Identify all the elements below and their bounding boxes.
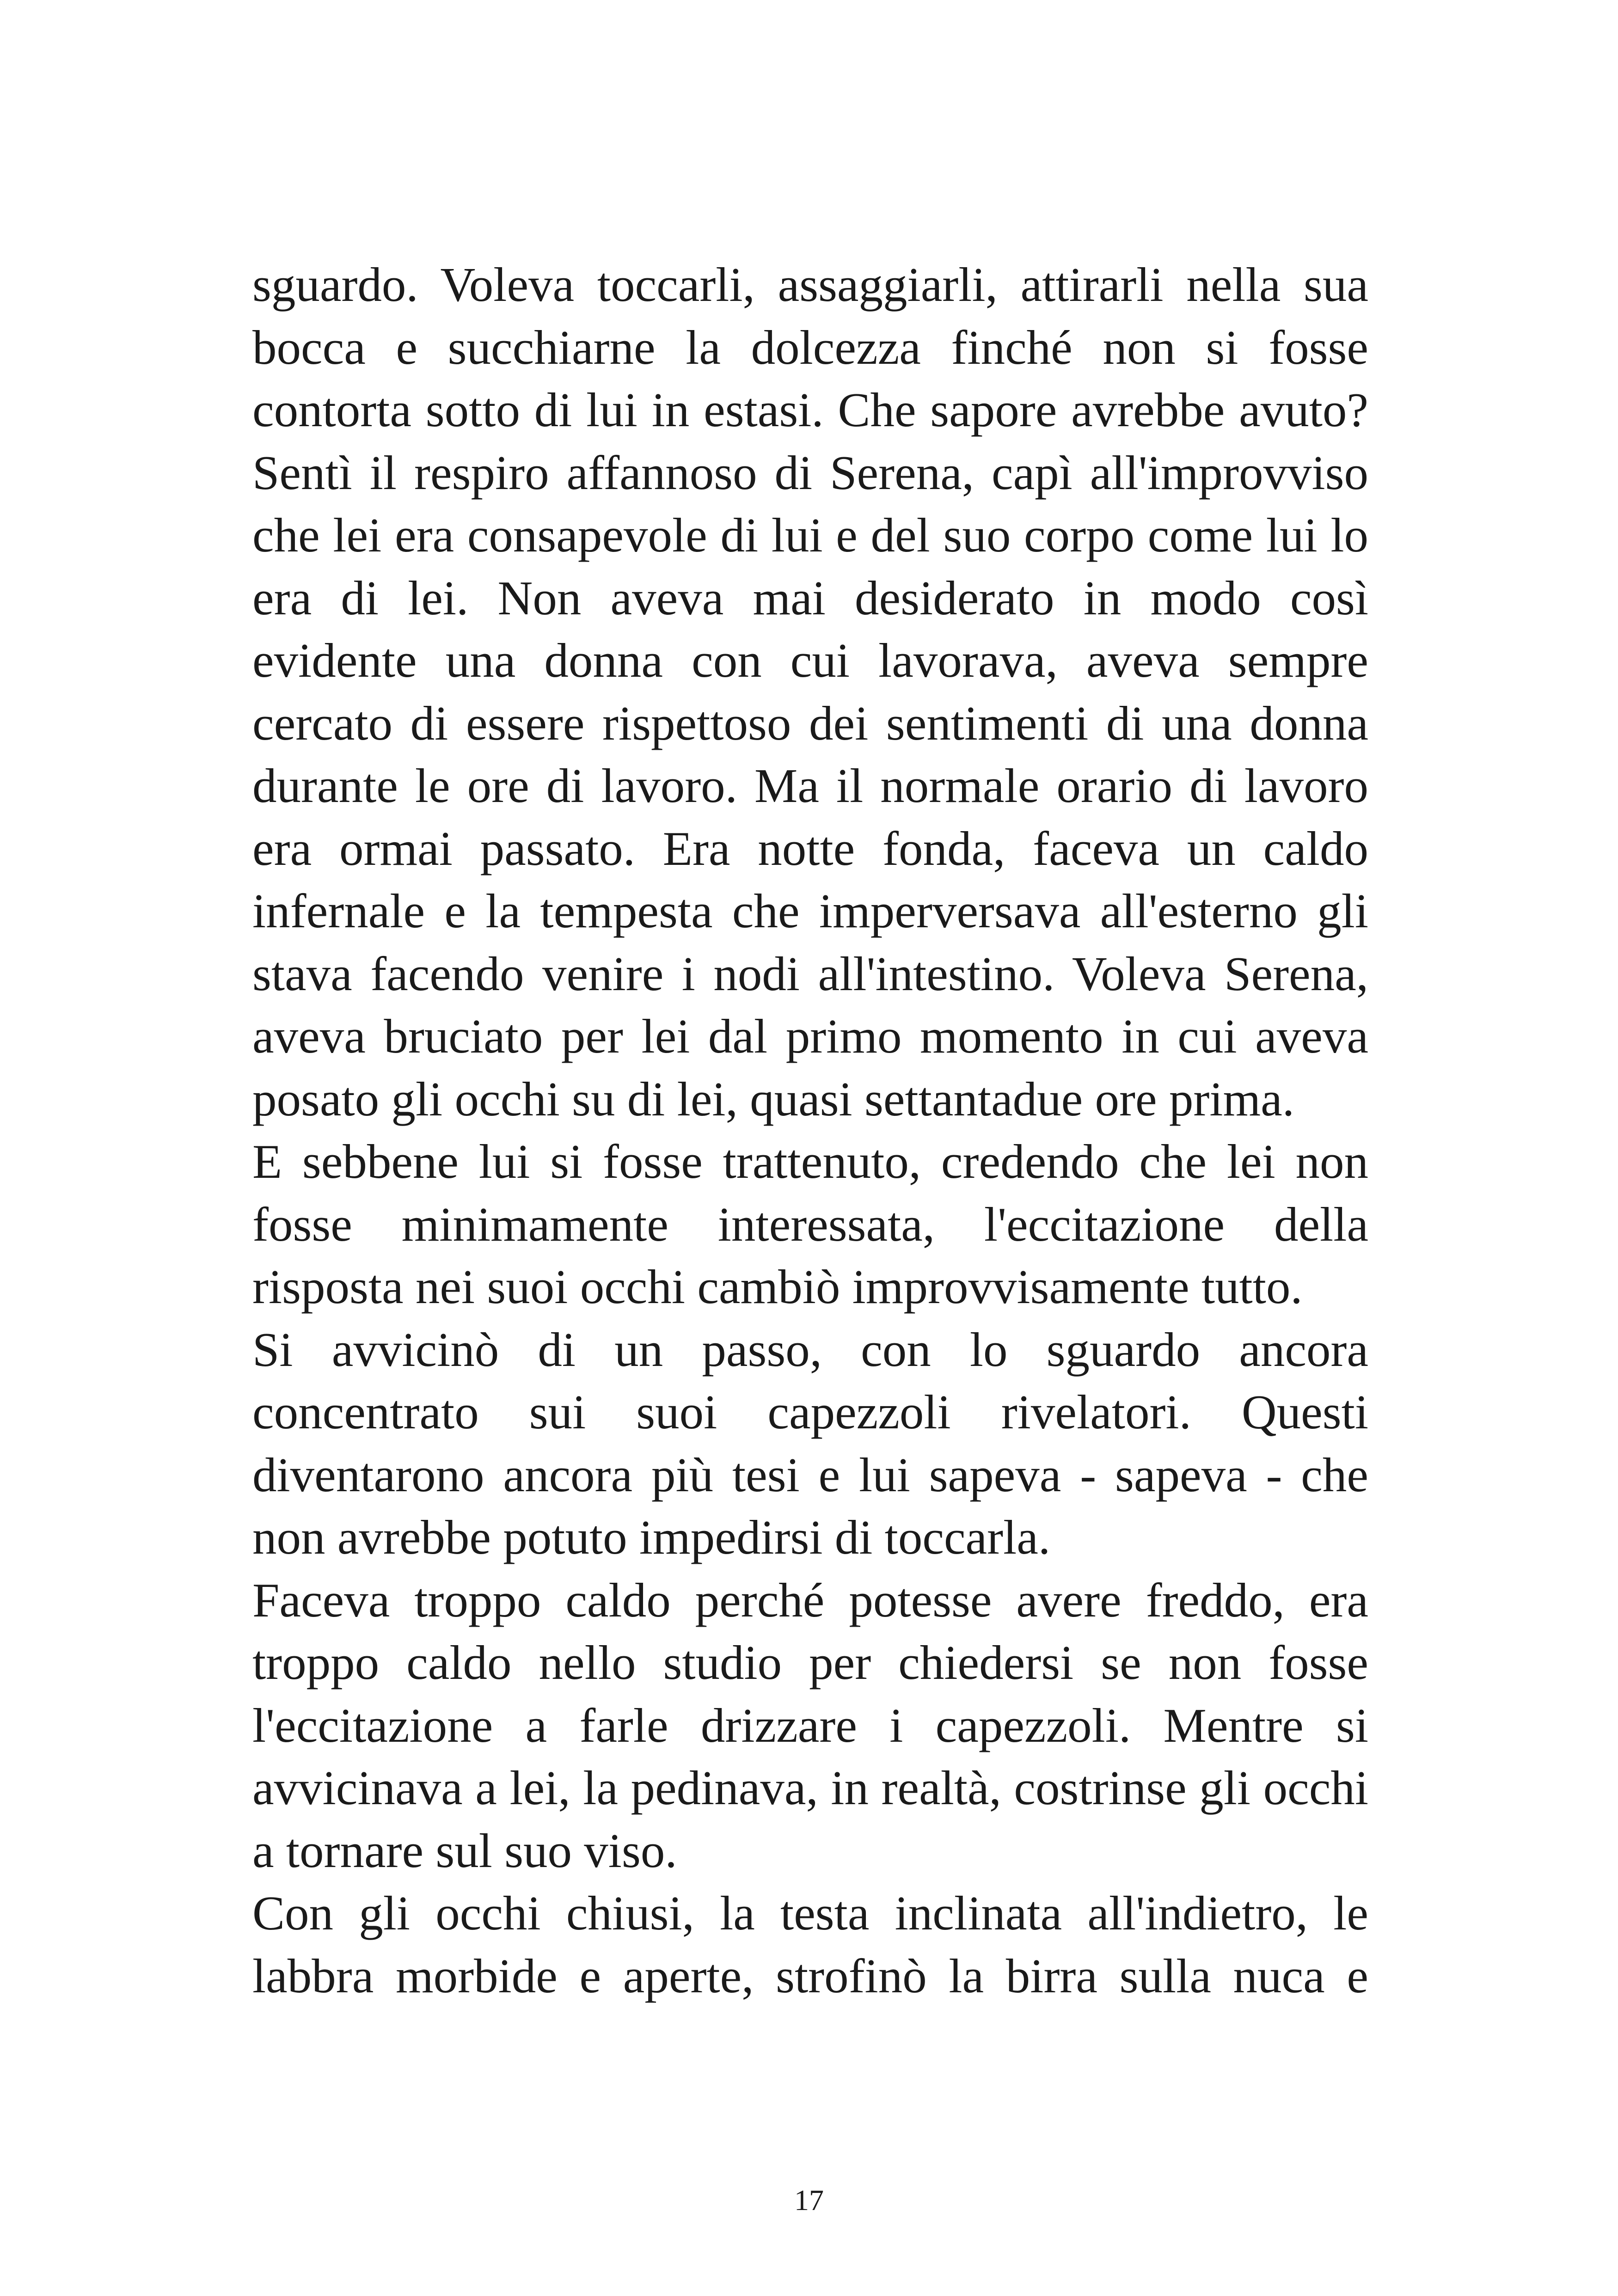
- text-line: Con gli occhi chiusi, la testa inclinata all'indietro, le: [252, 1886, 1368, 1940]
- text-line: era di lei. Non aveva mai desiderato in modo così: [252, 570, 1368, 625]
- text-line: stava facendo venire i nodi all'intestino. Voleva Serena,: [252, 946, 1368, 1001]
- text-line: troppo caldo nello studio per chiedersi se non fosse: [252, 1635, 1368, 1690]
- text-line: E sebbene lui si fosse trattenuto, credendo che lei non: [252, 1134, 1368, 1188]
- paragraph: [252, 1882, 1368, 2007]
- text-line: avvicinava a lei, la pedinava, in realtà, costrinse gli occhi: [252, 1761, 1368, 1815]
- text-line: infernale e la tempesta che imperversava all'esterno gli: [252, 884, 1368, 938]
- text-line: Sentì il respiro affannoso di Serena, capì all'improvviso: [252, 445, 1368, 500]
- page-number: 17: [794, 2184, 824, 2216]
- text-line: risposta nei suoi occhi cambiò improvvisamente tutto.: [252, 1260, 1303, 1314]
- text-line: diventarono ancora più tesi e lui sapeva - sapeva - che: [252, 1447, 1368, 1502]
- text-line: non avrebbe potuto impedirsi di toccarla.: [252, 1510, 1051, 1564]
- text-line: concentrato sui suoi capezzoli rivelatori. Questi: [252, 1385, 1368, 1439]
- text-line: bocca e succhiarne la dolcezza finché non si fosse: [252, 320, 1368, 374]
- paragraph: [252, 1318, 1368, 1569]
- paragraph: [252, 1569, 1368, 1882]
- text-line: l'eccitazione a farle drizzare i capezzoli. Mentre si: [252, 1698, 1368, 1752]
- text-line: contorta sotto di lui in estasi. Che sapore avrebbe avuto?: [252, 383, 1368, 437]
- body-text: [252, 253, 1368, 2007]
- text-line: fosse minimamente interessata, l'eccitazione della: [252, 1197, 1368, 1251]
- text-line: durante le ore di lavoro. Ma il normale orario di lavoro: [252, 759, 1368, 813]
- text-line: che lei era consapevole di lui e del suo corpo come lui lo: [252, 508, 1368, 562]
- text-line: Faceva troppo caldo perché potesse avere freddo, era: [252, 1573, 1368, 1627]
- text-line: cercato di essere rispettoso dei sentimenti di una donna: [252, 696, 1368, 750]
- text-line: posato gli occhi su di lei, quasi settantadue ore prima.: [252, 1071, 1295, 1126]
- text-line: Si avvicinò di un passo, con lo sguardo ancora: [252, 1322, 1368, 1377]
- paragraph: [252, 253, 1368, 1130]
- text-line: aveva bruciato per lei dal primo momento in cui aveva: [252, 1009, 1368, 1063]
- paragraph: [252, 1130, 1368, 1318]
- text-line: a tornare sul suo viso.: [252, 1823, 677, 1878]
- text-line: evidente una donna con cui lavorava, aveva sempre: [252, 633, 1368, 687]
- text-line: labbra morbide e aperte, strofinò la birra sulla nuca e: [252, 1948, 1368, 2003]
- text-line: era ormai passato. Era notte fonda, faceva un caldo: [252, 821, 1368, 876]
- text-line: sguardo. Voleva toccarli, assaggiarli, attirarli nella sua: [252, 257, 1368, 312]
